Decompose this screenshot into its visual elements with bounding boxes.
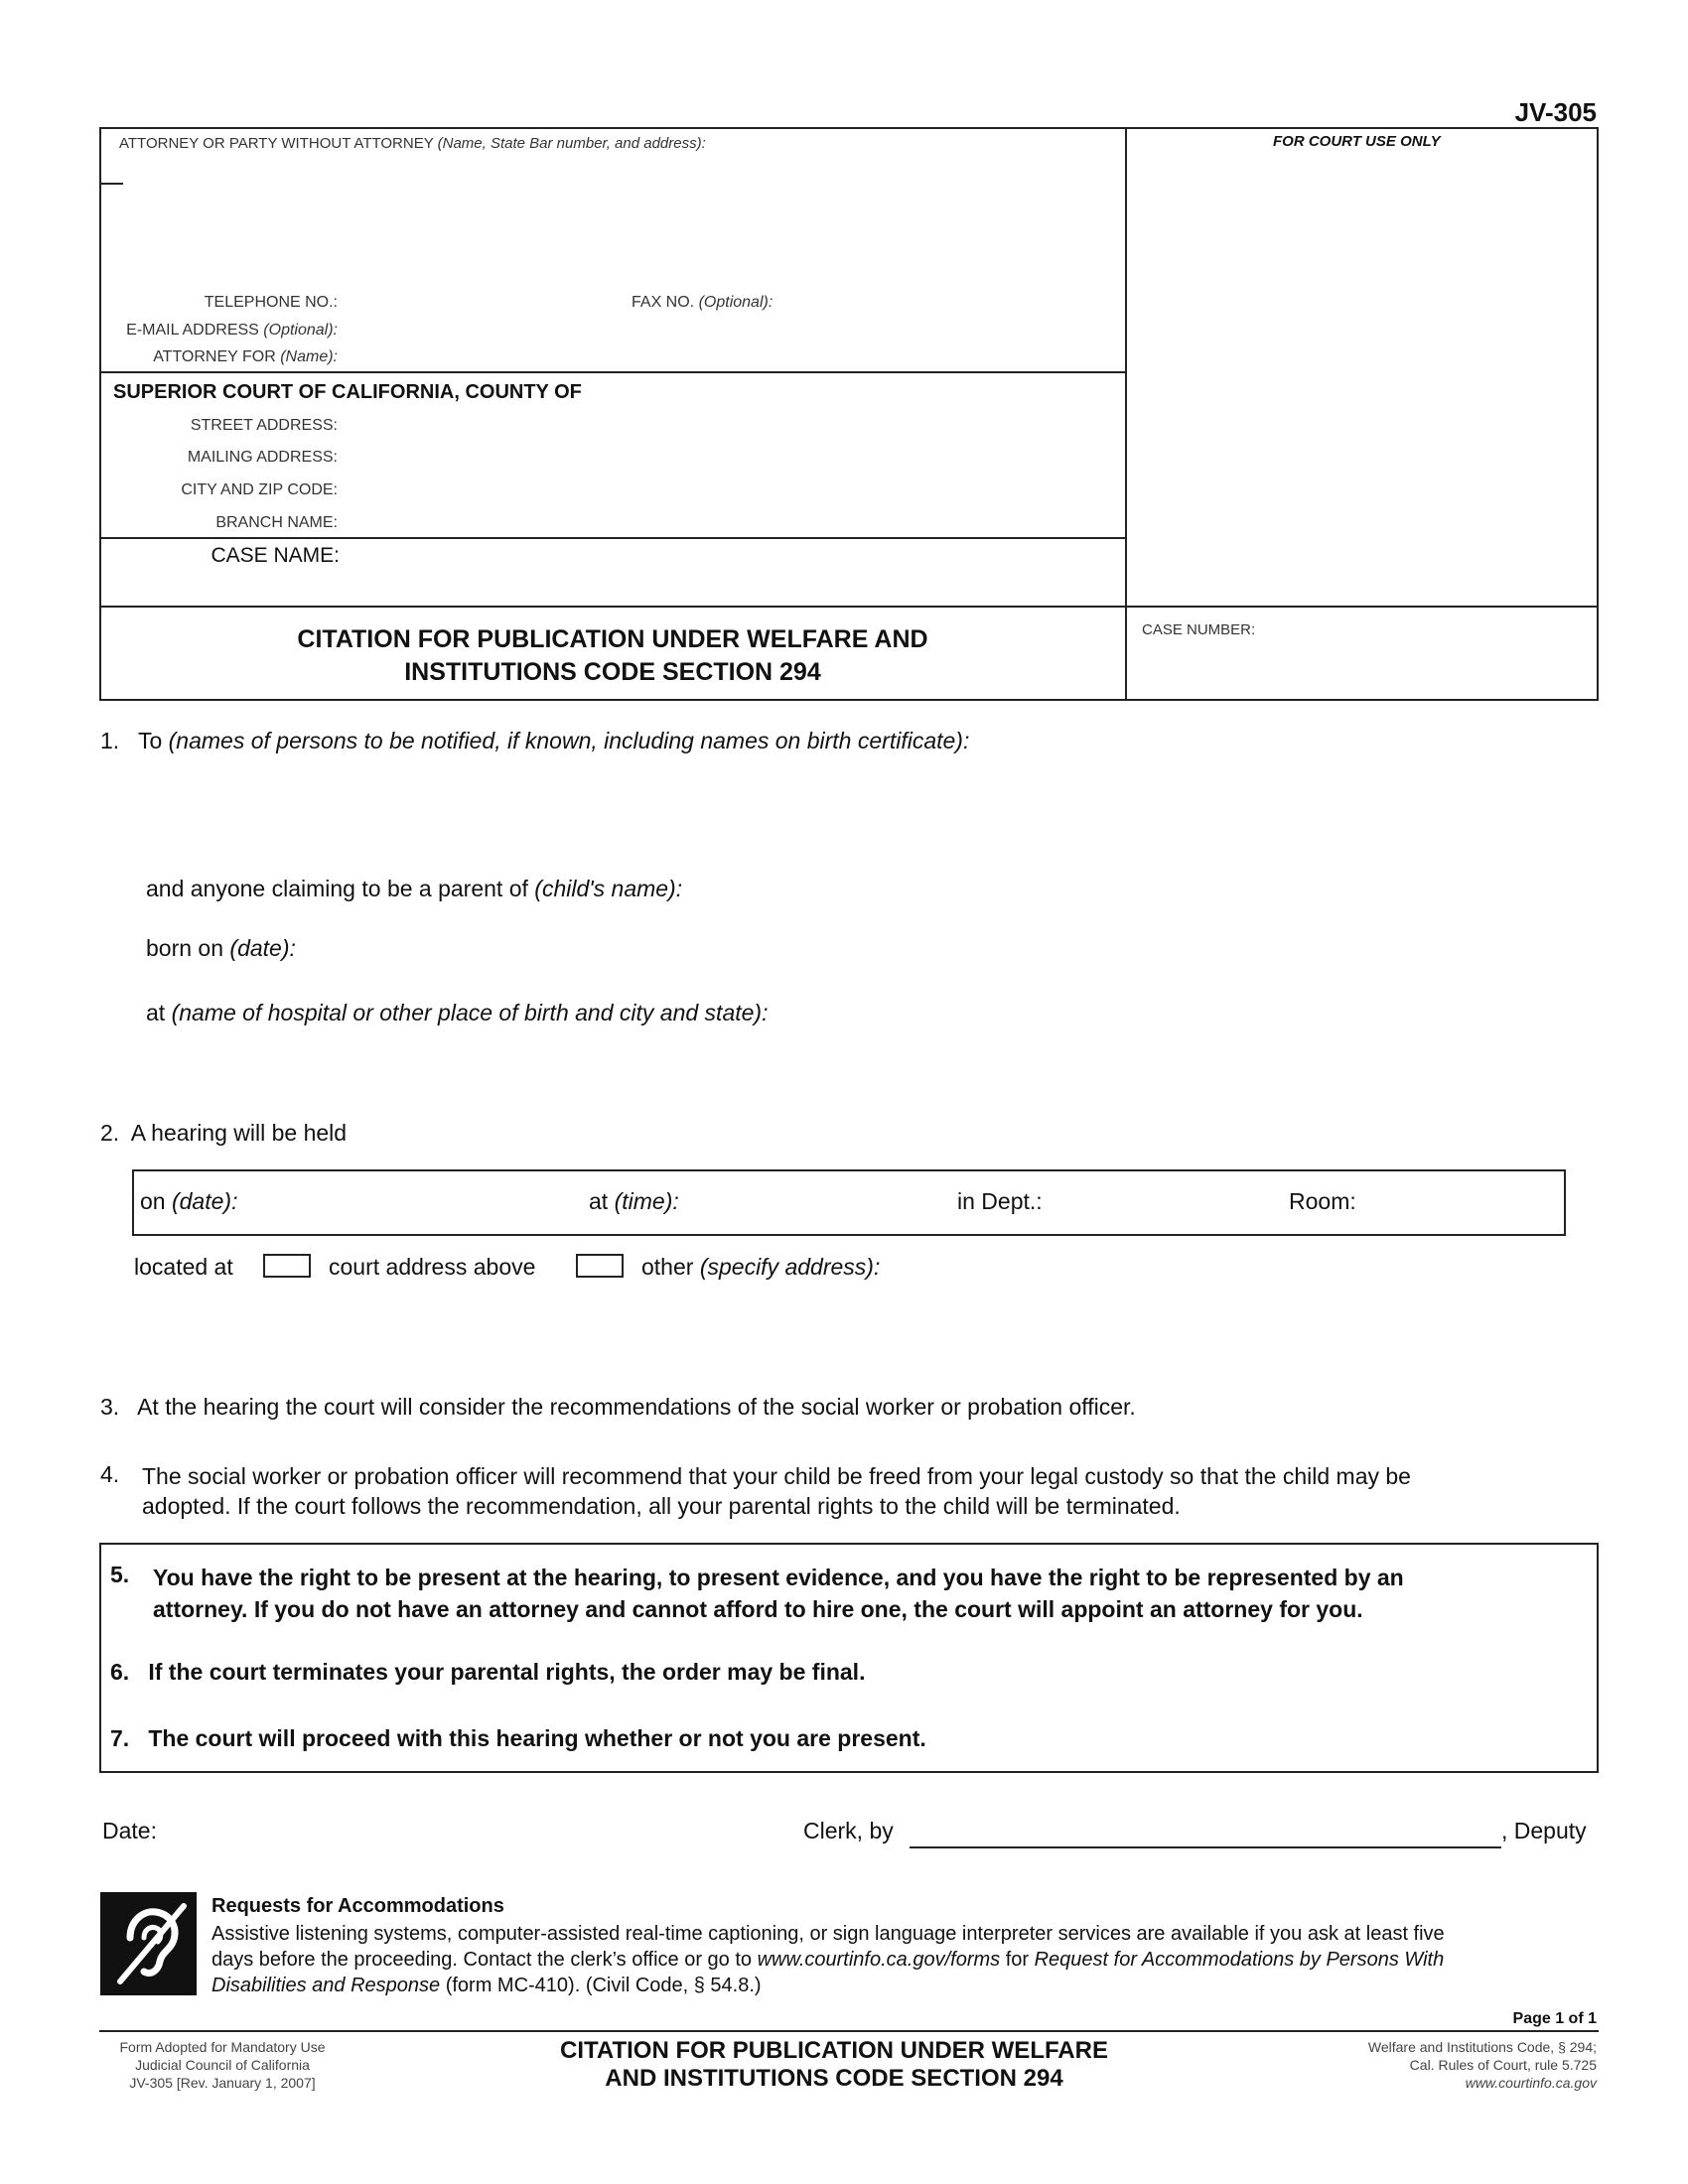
item-1: 1. To (names of persons to be notified, if known, including names on birth certificate): — [100, 728, 970, 753]
hearing-room-field[interactable]: Room: — [1289, 1188, 1356, 1214]
hearing-assistance-icon — [100, 1892, 197, 1995]
form-id: JV-305 — [1514, 97, 1597, 127]
other-address-checkbox[interactable] — [576, 1254, 624, 1278]
mailing-address-label[interactable]: MAILING ADDRESS: — [187, 449, 338, 466]
hearing-dept-field[interactable]: in Dept.: — [957, 1188, 1043, 1214]
footer-rule — [99, 2030, 1599, 2032]
footer-left: Form Adopted for Mandatory Use Judicial Council of California JV-305 [Rev. January 1, 2007] — [119, 2039, 326, 2091]
court-use-label: FOR COURT USE ONLY — [1273, 133, 1441, 150]
street-address-label[interactable]: STREET ADDRESS: — [190, 417, 338, 434]
courtinfo-link[interactable]: www.courtinfo.ca.gov/forms — [757, 1949, 1001, 1971]
hearing-date-field[interactable]: on (date): — [140, 1188, 238, 1214]
item-5-number: 5. — [110, 1562, 130, 1587]
item-7: 7. The court will proceed with this hearing whether or not you are present. — [110, 1725, 926, 1751]
located-at-label: located at — [134, 1254, 233, 1280]
accommodations-title: Requests for Accommodations — [211, 1895, 504, 1917]
parent-of-line[interactable]: and anyone claiming to be a parent of (child's name): — [146, 876, 683, 901]
birthplace-line[interactable]: at (name of hospital or other place of birth and city and state): — [146, 1000, 769, 1025]
footer-title: CITATION FOR PUBLICATION UNDER WELFARE AND INSTITUTIONS CODE SECTION 294 — [560, 2037, 1108, 2092]
hearing-time-field[interactable]: at (time): — [589, 1188, 679, 1214]
accommodations-text: Assistive listening systems, computer-assisted real-time captioning, or sign language interpreter services are available if you ask at least five days before the proceeding. Contact the clerk’s office or go to www.courtinfo.ca.gov/forms for Request for Accommodations by Persons With Disabilities and Response (form MC-410). (Civil Code, § 54.8.) — [211, 1923, 1445, 1996]
caption-box — [99, 127, 1599, 701]
item-4-number: 4. — [100, 1461, 120, 1487]
item-5-text: You have the right to be present at the hearing, to present evidence, and you have the right to be represented by an attorney. If you do not have an attorney and cannot afford to hire one, the court will appoint an attorney for you. — [153, 1565, 1404, 1622]
court-address-checkbox[interactable] — [263, 1254, 311, 1278]
item-2: 2. A hearing will be held — [100, 1120, 348, 1146]
date-label[interactable]: Date: — [102, 1818, 157, 1843]
email-label[interactable]: E-MAIL ADDRESS (Optional): — [126, 322, 338, 339]
item-6: 6. If the court terminates your parental rights, the order may be final. — [110, 1659, 866, 1685]
attorney-name-field[interactable] — [101, 183, 123, 185]
branch-name-label[interactable]: BRANCH NAME: — [215, 514, 338, 531]
attorney-label: ATTORNEY OR PARTY WITHOUT ATTORNEY (Name, State Bar number, and address): — [119, 135, 706, 152]
footer-right: Welfare and Institutions Code, § 294; Cal. Rules of Court, rule 5.725 www.courtinfo.ca.gov — [1279, 2038, 1597, 2092]
case-name-label[interactable]: CASE NAME: — [211, 544, 340, 567]
clerk-label: Clerk, by — [803, 1818, 894, 1843]
caption-divider — [1125, 127, 1127, 701]
item-4-text: The social worker or probation officer will recommend that your child be freed from your legal custody so that the child may be adopted. If the court follows the recommendation, all your parental rights to the child will be terminated. — [142, 1463, 1411, 1519]
case-number-label[interactable]: CASE NUMBER: — [1142, 621, 1256, 638]
clerk-signature-line[interactable] — [910, 1846, 1501, 1848]
born-on-line[interactable]: born on (date): — [146, 935, 296, 961]
fax-label[interactable]: FAX NO. (Optional): — [632, 294, 774, 311]
court-address-label: court address above — [329, 1254, 536, 1280]
court-section-top — [99, 371, 1126, 373]
city-zip-label[interactable]: CITY AND ZIP CODE: — [181, 481, 338, 498]
form-title: CITATION FOR PUBLICATION UNDER WELFARE AND INSTITUTIONS CODE SECTION 294 — [297, 625, 928, 686]
item-3: 3. At the hearing the court will consider the recommendations of the social worker or probation officer. — [100, 1394, 1136, 1420]
title-row-top — [99, 606, 1599, 608]
other-address-label[interactable]: other (specify address): — [641, 1254, 881, 1280]
page-number: Page 1 of 1 — [1512, 2010, 1597, 2027]
deputy-label: , Deputy — [1501, 1818, 1587, 1843]
footer-website-link[interactable]: www.courtinfo.ca.gov — [1465, 2075, 1597, 2091]
case-name-top — [99, 537, 1126, 539]
court-name-label: SUPERIOR COURT OF CALIFORNIA, COUNTY OF — [113, 381, 582, 403]
telephone-label[interactable]: TELEPHONE NO.: — [204, 294, 338, 311]
attorney-for-label[interactable]: ATTORNEY FOR (Name): — [153, 348, 338, 365]
